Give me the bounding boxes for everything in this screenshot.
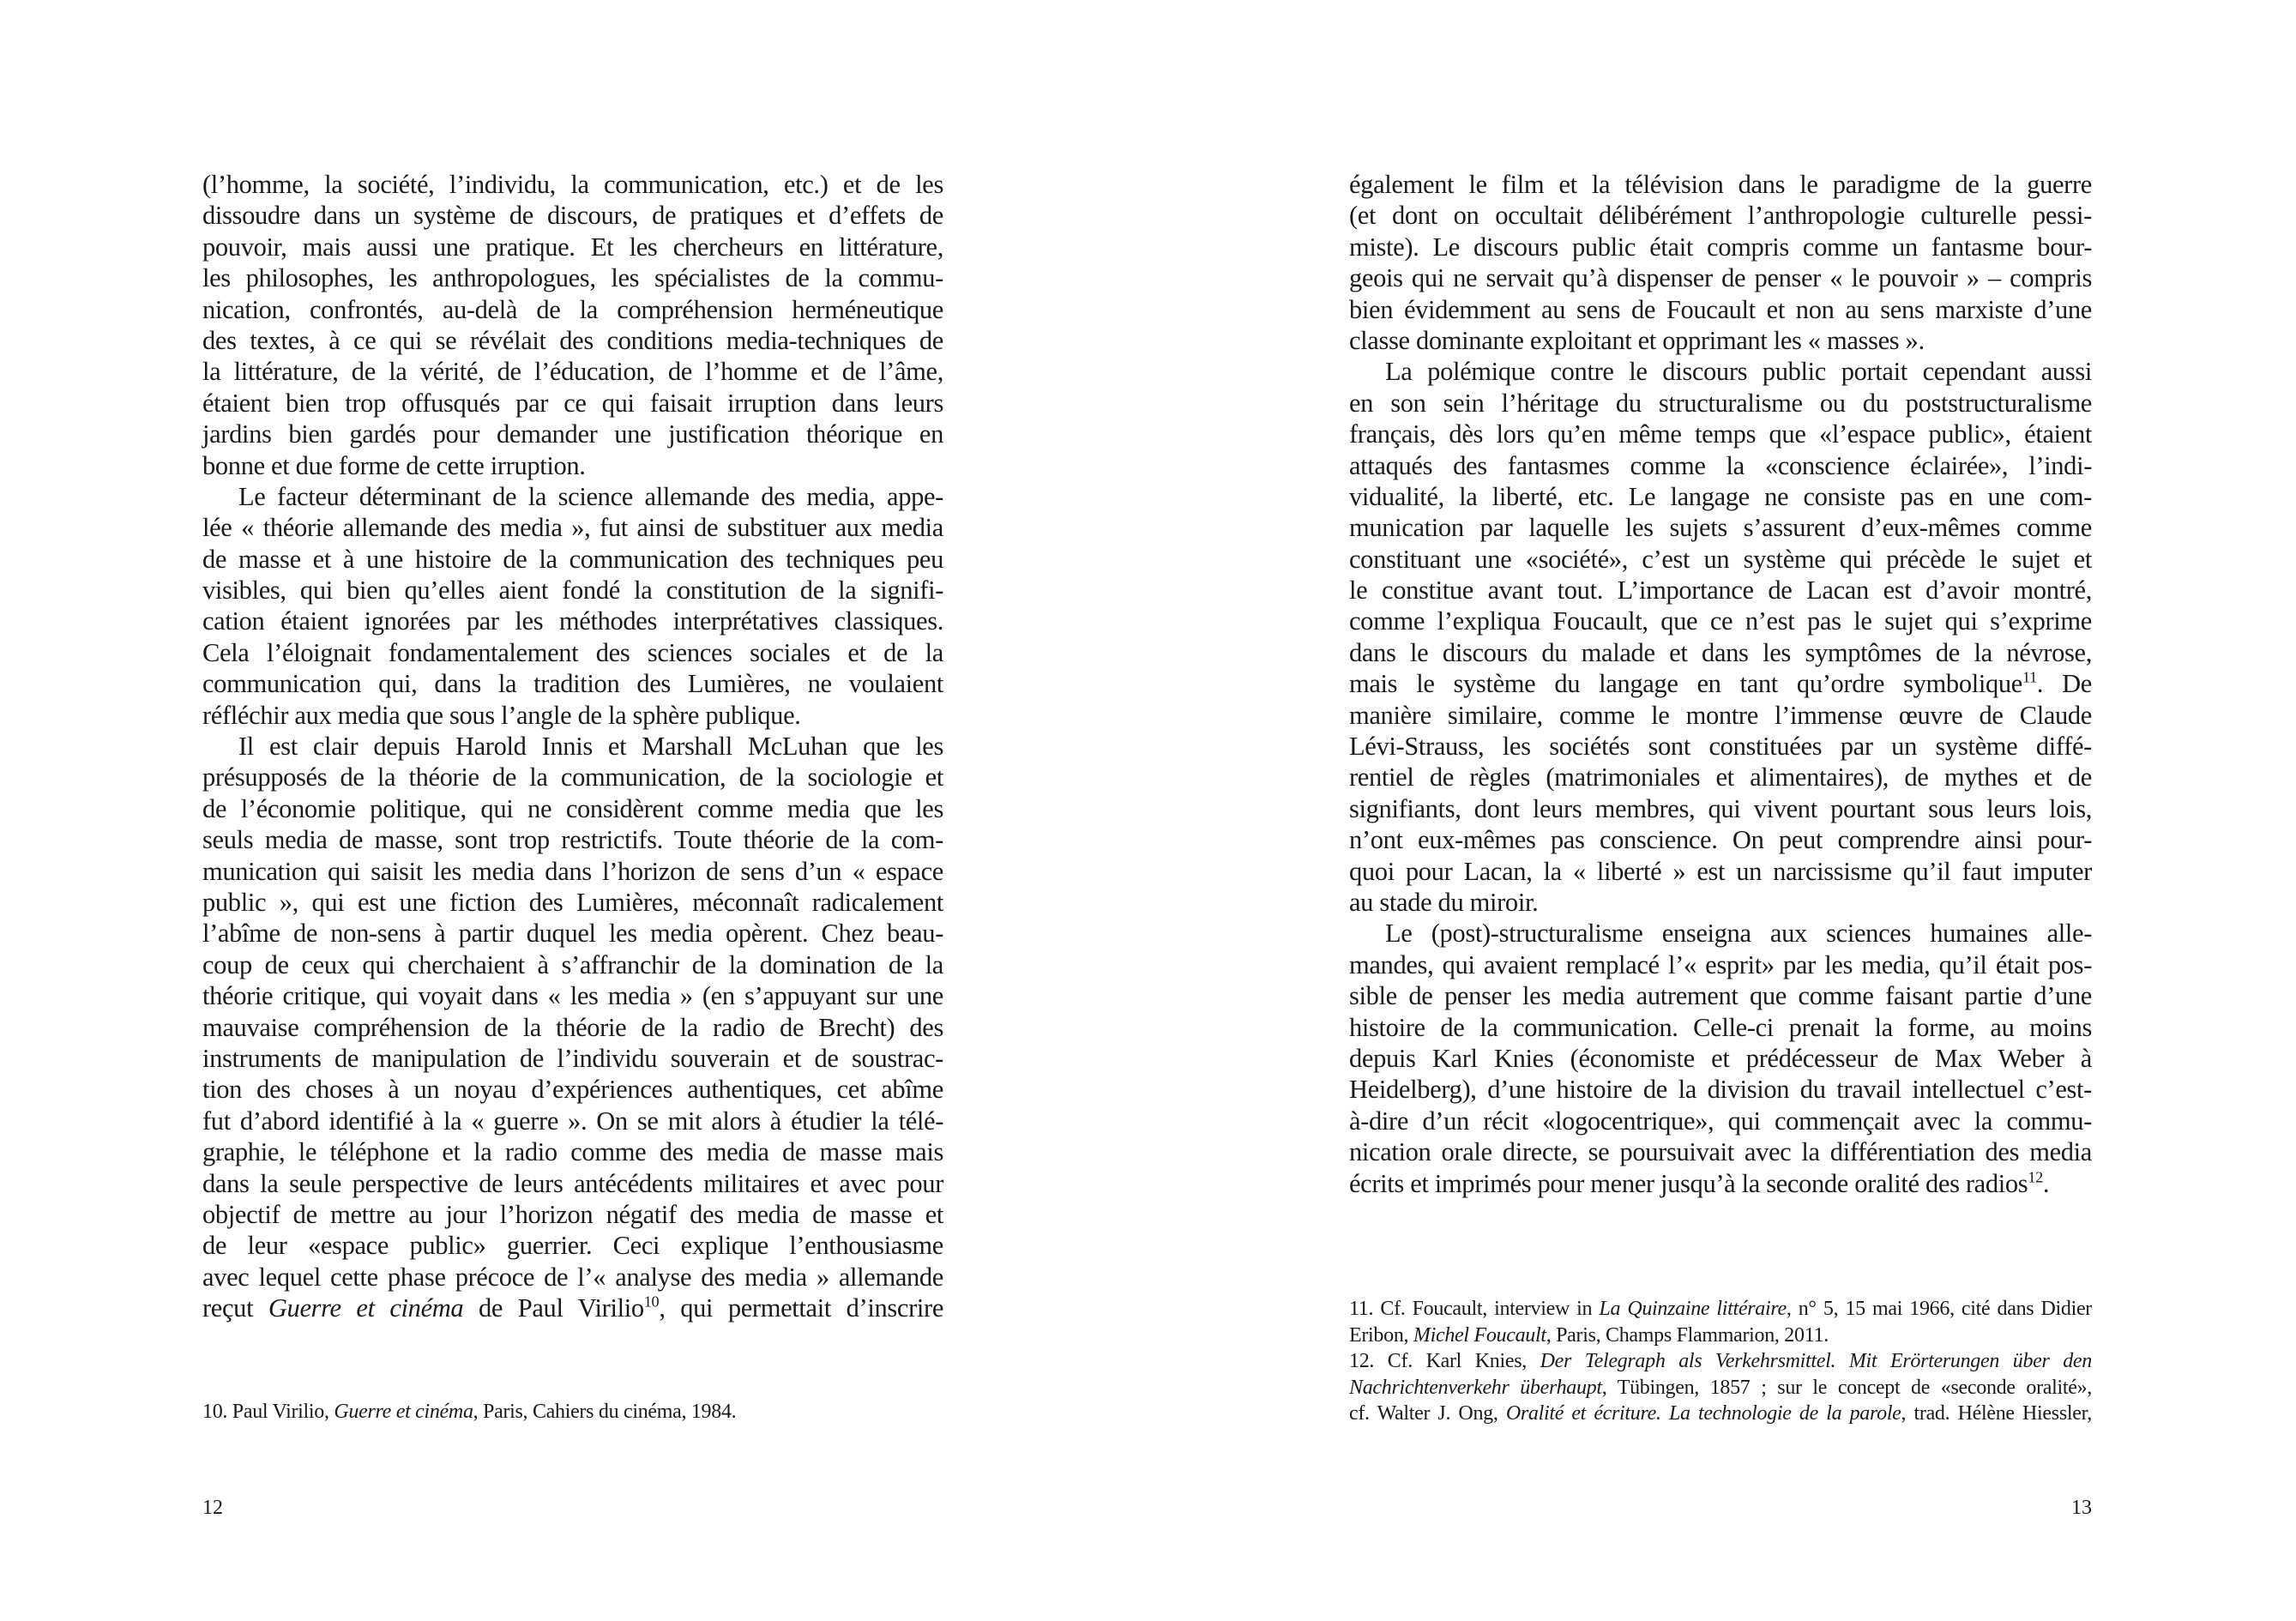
body-line: reçut Guerre et cinéma de Paul Virilio$^{10}$, qui permettait d’inscrire (202, 1293, 944, 1323)
body-line: mais le système du langage en tant qu’ordre symbolique$^{11}$. De (1349, 668, 2092, 699)
body-line: comme l’expliqua Foucault, que ce n’est pas le sujet qui s’exprime (1349, 606, 2092, 636)
body-line: jardins bien gardés pour demander une justification théorique en (202, 419, 943, 449)
body-line: La polémique contre le discours public portait cependant aussi (1385, 357, 2092, 387)
body-line: instruments de manipulation de l’individu souverain et de soustrac- (202, 1043, 943, 1073)
body-line: étaient bien trop offusqués par ce qui faisait irruption dans leurs (202, 388, 943, 418)
body-line: des textes, à ce qui se révélait des conditions media-techniques de (202, 325, 943, 355)
footnote-reference[interactable]: 11 (2022, 668, 2037, 686)
body-line: le constitue avant tout. L’importance de Lacan est d’avoir montré, (1349, 575, 2092, 606)
footnote-11-line: Eribon, Michel Foucault, Paris, Champs Flammarion, 2011. (1349, 1323, 1829, 1347)
body-line: de masse et à une histoire de la communication des techniques peu (202, 544, 943, 574)
body-line: miste). Le discours public était compris comme un fantasme bour- (1349, 232, 2092, 262)
body-line: théorie critique, qui voyait dans « les media » (en s’appuyant sur une (202, 981, 943, 1011)
body-line: les philosophes, les anthropologues, les spécialistes de la commu- (202, 263, 943, 293)
body-line: nication orale directe, se poursuivait avec la différentiation des media (1349, 1137, 2092, 1167)
footnote-12-line: 12. Cf. Karl Knies, Der Telegraph als Verkehrsmittel. Mit Erörterungen über den (1349, 1350, 2092, 1372)
body-line: n’ont eux-mêmes pas conscience. On peut comprendre ainsi pour- (1349, 825, 2092, 855)
body-line: (l’homme, la société, l’individu, la communication, etc.) et de les (202, 170, 943, 199)
right-body-text (1349, 169, 2092, 1199)
body-line: histoire de la communication. Celle-ci prenait la forme, au moins (1349, 1012, 2092, 1042)
body-line: objectif de mettre au jour l’horizon négatif des media de masse et (202, 1199, 943, 1229)
page-number-left: 12 (202, 1497, 223, 1519)
body-line: signifiants, dont leurs membres, qui vivent pourtant sous leurs lois, (1349, 793, 2092, 823)
body-line: réfléchir aux media que sous l’angle de la sphère publique. (202, 700, 801, 730)
body-line: mandes, qui avaient remplacé l’« esprit» par les media, qu’il était pos- (1349, 949, 2092, 979)
body-line: mauvaise compréhension de la théorie de la radio de Brecht) des (202, 1012, 943, 1042)
footnote-12-line: cf. Walter J. Ong, Oralité et écriture. La technologie de la parole, trad. Hélène Hiessler, (1349, 1402, 2093, 1425)
body-line: coup de ceux qui cherchaient à s’affranchir de la domination de la (202, 949, 943, 979)
body-line: également le film et la télévision dans le paradigme de la guerre (1349, 170, 2092, 199)
body-line: attaqués des fantasmes comme la «conscience éclairée», l’indi- (1349, 450, 2092, 480)
body-line: tion des choses à un noyau d’expériences authentiques, cet abîme (202, 1075, 943, 1105)
body-line: Heidelberg), d’une histoire de la division du travail intellectuel c’est- (1349, 1075, 2092, 1105)
body-line: pouvoir, mais aussi une pratique. Et les chercheurs en littérature, (202, 232, 943, 262)
italic-title: Guerre et cinéma (268, 1293, 464, 1323)
body-line: au stade du miroir. (1349, 887, 1539, 917)
body-line: cation étaient ignorées par les méthodes interprétatives classiques. (202, 606, 943, 636)
footnote-reference[interactable]: 10 (643, 1293, 660, 1311)
body-line: Lévi-Strauss, les sociétés sont constituées par un système diffé- (1349, 732, 2092, 762)
body-line: constituant une «société», c’est un système qui précède le sujet et (1349, 544, 2092, 574)
left-body-text (202, 169, 943, 1323)
body-line: dissoudre dans un système de discours, de pratiques et d’effets de (202, 201, 943, 231)
body-line: quoi pour Lacan, la « liberté » est un narcissisme qu’il faut imputer (1349, 856, 2092, 886)
body-line: lée « théorie allemande des media », fut ainsi de substituer aux media (202, 513, 943, 543)
footnote-12-line: Nachrichtenverkehr überhaupt, Tübingen, 1857 ; sur le concept de «seconde oralité», (1349, 1376, 2092, 1399)
italic-title: Michel Foucault (1413, 1323, 1546, 1347)
body-line: depuis Karl Knies (économiste et prédécesseur de Max Weber à (1349, 1043, 2092, 1073)
left-footnotes (202, 1399, 943, 1425)
body-line: fut d’abord identifié à la « guerre ». On se mit alors à étudier la télé- (202, 1106, 943, 1136)
footnote-reference[interactable]: 12 (2028, 1168, 2043, 1186)
body-line: public », qui est une fiction des Lumières, méconnaît radicalement (202, 887, 943, 917)
page-number-right: 13 (2071, 1497, 2092, 1519)
italic-title: Der Telegraph als Verkehrsmittel. Mit Erörterungen über den (1540, 1350, 2092, 1372)
body-line: geois qui ne servait qu’à dispenser de penser « le pouvoir » – compris (1349, 263, 2092, 293)
body-line: munication qui saisit les media dans l’horizon de sens d’un « espace (202, 856, 943, 886)
body-line: rentiel de règles (matrimoniales et alimentaires), de mythes et de (1349, 762, 2092, 792)
body-line: de l’économie politique, qui ne considèrent comme media que les (202, 793, 943, 823)
body-line: de leur «espace public» guerrier. Ceci explique l’enthousiasme (202, 1231, 943, 1261)
body-line: graphie, le téléphone et la radio comme des media de masse mais (202, 1137, 943, 1167)
body-line: français, dès lors qu’en même temps que «l’espace public», étaient (1349, 419, 2092, 449)
body-line: classe dominante exploitant et opprimant les « masses ». (1349, 325, 1925, 355)
body-line: écrits et imprimés pour mener jusqu’à la seconde oralité des radios$^{12}$. (1349, 1168, 2050, 1198)
body-line: Le facteur déterminant de la science allemande des media, appe- (238, 481, 943, 511)
body-line: bien évidemment au sens de Foucault et non au sens marxiste d’une (1349, 294, 2092, 324)
body-line: communication qui, dans la tradition des Lumières, ne voulaient (202, 669, 943, 699)
body-line: munication par laquelle les sujets s’assurent d’eux-mêmes comme (1349, 513, 2092, 543)
body-line: Il est clair depuis Harold Innis et Marshall McLuhan que les (238, 732, 943, 762)
body-line: en son sein l’héritage du structuralisme ou du poststructuralisme (1349, 388, 2092, 418)
right-footnotes (1349, 1296, 2092, 1427)
body-line: avec lequel cette phase précoce de l’« analyse des media » allemande (202, 1262, 943, 1292)
body-line: visibles, qui bien qu’elles aient fondé la constitution de la signifi- (202, 575, 943, 606)
body-line: sible de penser les media autrement que comme faisant partie d’une (1349, 981, 2092, 1011)
body-line: dans le discours du malade et dans les symptômes de la névrose, (1349, 637, 2092, 667)
body-line: la littérature, de la vérité, de l’éducation, de l’homme et de l’âme, (202, 357, 943, 387)
body-line: Cela l’éloignait fondamentalement des sciences sociales et de la (202, 637, 943, 667)
body-line: vidualité, la liberté, etc. Le langage ne consiste pas en une com- (1349, 481, 2092, 511)
body-line: bonne et due forme de cette irruption. (202, 450, 586, 480)
body-line: dans la seule perspective de leurs antécédents militaires et avec pour (202, 1168, 943, 1198)
footnote-10: 10. Paul Virilio, Guerre et cinéma, Paris, Cahiers du cinéma, 1984. (202, 1401, 737, 1423)
footnote-11-line: 11. Cf. Foucault, interview in La Quinzaine littéraire, n° 5, 15 mai 1966, cité dans Didier (1349, 1298, 2092, 1320)
body-line: manière similaire, comme le montre l’immense œuvre de Claude (1349, 700, 2092, 730)
italic-title: Nachrichtenverkehr überhaupt (1349, 1376, 1602, 1399)
body-line: (et dont on occultait délibérément l’anthropologie culturelle pessi- (1349, 201, 2092, 231)
body-line: Le (post)-structuralisme enseigna aux sciences humaines alle- (1385, 919, 2092, 949)
body-line: présupposés de la théorie de la communication, de la sociologie et (202, 762, 943, 792)
italic-title: Oralité et écriture. La technologie de la parole (1505, 1402, 1901, 1425)
italic-title: La Quinzaine littéraire (1599, 1298, 1787, 1320)
body-line: nication, confrontés, au-delà de la compréhension herméneutique (202, 294, 943, 324)
body-line: l’abîme de non-sens à partir duquel les media opèrent. Chez beau- (202, 919, 943, 949)
body-line: à-dire d’un récit «logocentrique», qui commençait avec la commu- (1349, 1106, 2092, 1136)
right-page (1148, 0, 2296, 1621)
body-line: seuls media de masse, sont trop restrictifs. Toute théorie de la com- (202, 825, 943, 855)
italic-title: Guerre et cinéma (334, 1401, 473, 1423)
